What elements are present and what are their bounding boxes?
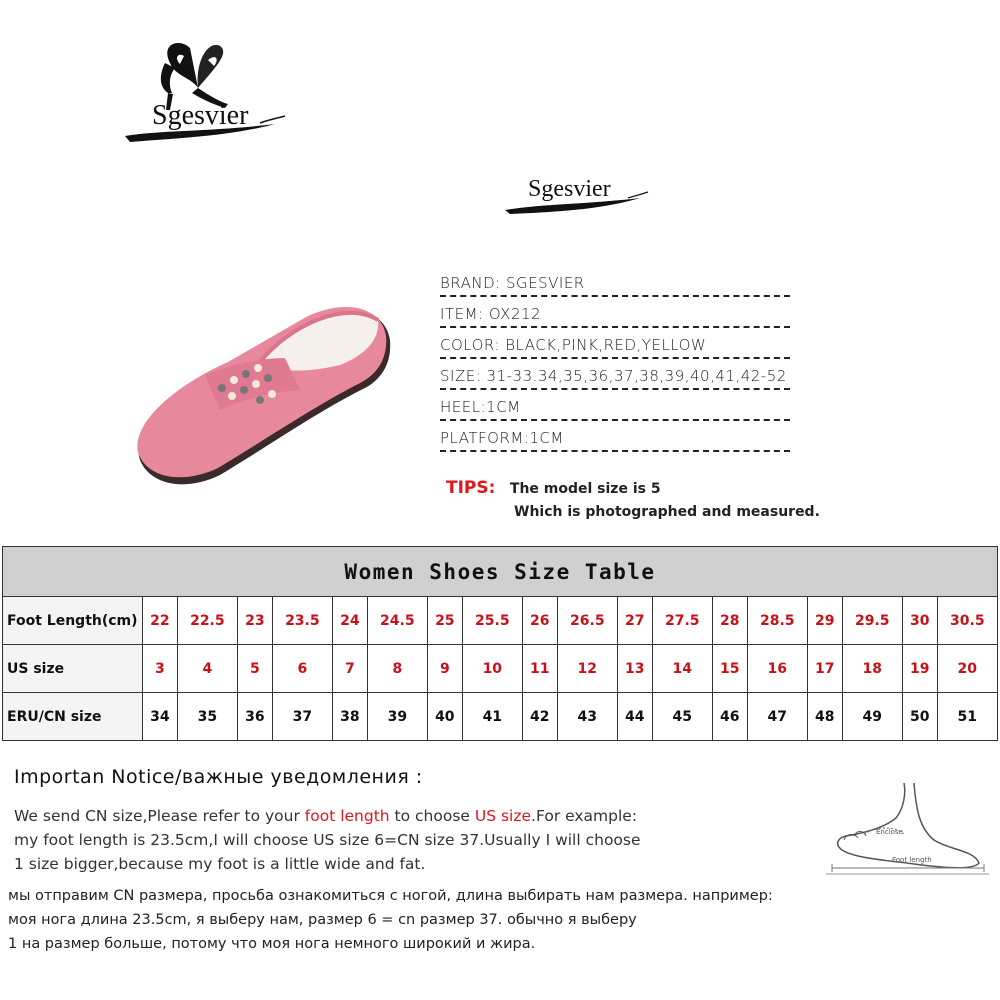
notice-en-line-3: 1 size bigger,because my foot is a little wide and fat. xyxy=(14,855,426,873)
table-row-foot-length: Foot Length(cm) 22 22.5 23 23.5 24 24.5 25 25.5 26 26.5 27 27.5 28 28.5 29 29.5 30 30.5 xyxy=(3,597,998,645)
pink-loafer-icon xyxy=(110,270,410,500)
foot-diagram xyxy=(824,778,994,878)
brand-logo-top xyxy=(120,38,290,158)
highlight-us-size: US size xyxy=(474,807,532,825)
notice-ru-line-1: мы отправим CN размера, просьба ознакомиться с ногой, длина выбирать нам размера. например: xyxy=(8,888,773,904)
spec-platform: PLATFORM:1CM xyxy=(440,421,790,452)
notice-russian xyxy=(8,884,773,956)
highlight-foot-length: foot length xyxy=(304,807,390,825)
spec-size: SIZE: 31-33.34,35,36,37,38,39,40,41,42-52 xyxy=(440,359,790,390)
product-specs xyxy=(440,266,820,452)
size-table-title: Women Shoes Size Table xyxy=(3,547,998,597)
brand-logo-mid-text: Sgesvier xyxy=(528,176,611,202)
product-shoe-image xyxy=(110,270,410,500)
spec-brand: BRAND: SGESVIER xyxy=(440,266,790,297)
brand-logo-text: Sgesvier xyxy=(152,100,249,131)
spec-heel: HEEL:1CM xyxy=(440,390,790,421)
butterfly-heel-icon xyxy=(120,38,290,158)
tips-block xyxy=(446,478,820,520)
spec-color: COLOR: BLACK,PINK,RED,YELLOW xyxy=(440,328,790,359)
tips-line-2: Which is photographed and measured. xyxy=(514,504,820,520)
tips-line-1: The model size is 5 xyxy=(509,481,661,497)
notice-ru-line-3: 1 на размер больше, потому что моя нога немного широкий и жира. xyxy=(8,936,536,952)
notice-english xyxy=(14,804,641,876)
notice-ru-line-2: моя нога длина 23.5cm, я выберу нам, размер 6 = cn размер 37. обычно я выберу xyxy=(8,912,637,928)
table-row-eru-cn-size: ERU/CN size 34 35 36 37 38 39 40 41 42 43 44 45 46 47 48 49 50 51 xyxy=(3,693,998,741)
size-table xyxy=(2,546,998,741)
foot-length-label: Foot length xyxy=(892,856,932,864)
foot-enclose-label: Enclose xyxy=(876,828,903,836)
tips-label: TIPS: xyxy=(446,478,496,498)
spec-item: ITEM: OX212 xyxy=(440,297,790,328)
notice-en-line-2: my foot length is 23.5cm,I will choose US size 6=CN size 37.Usually I will choose xyxy=(14,831,641,849)
table-row-us-size: US size 3 4 5 6 7 8 9 10 11 12 13 14 15 16 17 18 19 20 xyxy=(3,645,998,693)
notice-title: Importan Notice/важные уведомления : xyxy=(14,766,423,788)
notice-en-line-1: We send CN size,Please refer to your foot length to choose US size.For example: xyxy=(14,807,638,825)
brand-logo-mid xyxy=(500,170,650,220)
